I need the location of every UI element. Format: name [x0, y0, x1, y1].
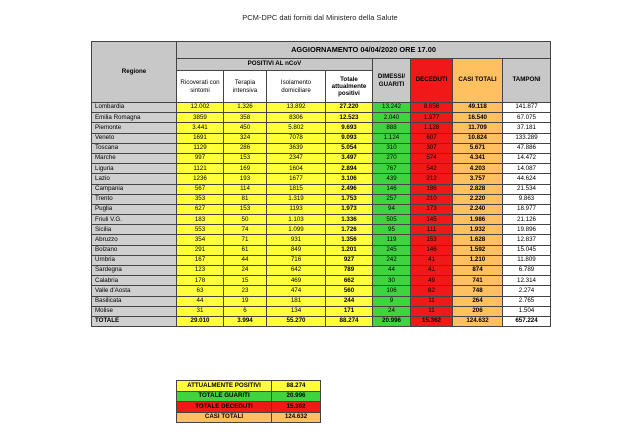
cell-casi: 16.540	[453, 113, 503, 123]
cell-casi: 1.986	[453, 215, 503, 225]
total-cell-terapia: 3.994	[224, 316, 267, 326]
cell-dimessi: 30	[373, 276, 411, 286]
cell-tamponi: 37.181	[503, 123, 551, 133]
cell-isolamento: 469	[267, 276, 326, 286]
cell-regione: Lazio	[92, 174, 177, 184]
cell-deceduti: 542	[411, 164, 453, 174]
cell-isolamento: 931	[267, 235, 326, 245]
cell-regione: Friuli V.G.	[92, 215, 177, 225]
cell-ricoverati: 1691	[177, 133, 224, 143]
table-row	[92, 266, 551, 276]
cell-casi: 4.203	[453, 164, 503, 174]
cell-terapia: 169	[224, 164, 267, 174]
cell-regione: Campania	[92, 184, 177, 194]
cell-regione: Calabria	[92, 276, 177, 286]
cell-terapia: 71	[224, 235, 267, 245]
cell-tamponi: 133.289	[503, 133, 551, 143]
cell-totale: 1.201	[326, 245, 373, 255]
cell-dimessi: 9	[373, 296, 411, 306]
cell-ricoverati: 627	[177, 204, 224, 214]
cell-regione: Veneto	[92, 133, 177, 143]
header-dimessi: DIMESSI/ GUARITI	[373, 59, 411, 103]
cell-dimessi: 257	[373, 194, 411, 204]
cell-terapia: 15	[224, 276, 267, 286]
cell-deceduti: 607	[411, 133, 453, 143]
cell-deceduti: 111	[411, 225, 453, 235]
cell-totale: 2.894	[326, 164, 373, 174]
cell-isolamento: 1.103	[267, 215, 326, 225]
header-isolamento: Isolamento domiciliare	[267, 71, 326, 103]
table-row	[92, 296, 551, 306]
table-row	[92, 235, 551, 245]
cell-dimessi: 119	[373, 235, 411, 245]
cell-dimessi: 505	[373, 215, 411, 225]
cell-regione: Marche	[92, 153, 177, 163]
cell-ricoverati: 354	[177, 235, 224, 245]
cell-terapia: 358	[224, 113, 267, 123]
cell-deceduti: 186	[411, 184, 453, 194]
cell-isolamento: 474	[267, 286, 326, 296]
cell-tamponi: 44.624	[503, 174, 551, 184]
cell-tamponi: 6.789	[503, 266, 551, 276]
cell-dimessi: 106	[373, 286, 411, 296]
cell-terapia: 6	[224, 306, 267, 316]
cell-ricoverati: 44	[177, 296, 224, 306]
covid-data-table	[91, 41, 551, 327]
cell-tamponi: 141.877	[503, 103, 551, 113]
cell-tamponi: 18.977	[503, 204, 551, 214]
cell-tamponi: 15.045	[503, 245, 551, 255]
cell-regione: Molise	[92, 306, 177, 316]
total-cell-ricoverati: 29.010	[177, 316, 224, 326]
cell-casi: 2.220	[453, 194, 503, 204]
cell-regione: Trento	[92, 194, 177, 204]
cell-terapia: 1.326	[224, 103, 267, 113]
cell-tamponi: 47.886	[503, 143, 551, 153]
cell-dimessi: 270	[373, 153, 411, 163]
cell-dimessi: 95	[373, 225, 411, 235]
cell-isolamento: 181	[267, 296, 326, 306]
cell-totale: 2.496	[326, 184, 373, 194]
cell-isolamento: 642	[267, 266, 326, 276]
cell-terapia: 450	[224, 123, 267, 133]
cell-regione: Lombardia	[92, 103, 177, 113]
cell-regione: Bolzano	[92, 245, 177, 255]
cell-dimessi: 94	[373, 204, 411, 214]
table-row	[92, 306, 551, 316]
cell-regione: Valle d'Aosta	[92, 286, 177, 296]
cell-totale: 662	[326, 276, 373, 286]
summary-value: 124.632	[272, 412, 321, 423]
cell-terapia: 81	[224, 194, 267, 204]
summary-value: 15.362	[272, 402, 321, 413]
cell-terapia: 24	[224, 266, 267, 276]
table-row	[92, 204, 551, 214]
cell-regione: Puglia	[92, 204, 177, 214]
table-row	[92, 123, 551, 133]
cell-tamponi: 9.863	[503, 194, 551, 204]
cell-casi: 1.628	[453, 235, 503, 245]
cell-casi: 11.709	[453, 123, 503, 133]
cell-regione: Umbria	[92, 255, 177, 265]
cell-casi: 1.592	[453, 245, 503, 255]
cell-isolamento: 716	[267, 255, 326, 265]
cell-isolamento: 7078	[267, 133, 326, 143]
cell-ricoverati: 291	[177, 245, 224, 255]
cell-terapia: 44	[224, 255, 267, 265]
cell-terapia: 61	[224, 245, 267, 255]
cell-dimessi: 44	[373, 266, 411, 276]
cell-tamponi: 11.809	[503, 255, 551, 265]
cell-totale: 3.497	[326, 153, 373, 163]
cell-deceduti: 210	[411, 194, 453, 204]
summary-label: ATTUALMENTE POSITIVI	[177, 381, 272, 392]
header-ricoverati: Ricoverati con sintomi	[177, 71, 224, 103]
table-row	[92, 103, 551, 113]
cell-tamponi: 2.765	[503, 296, 551, 306]
cell-dimessi: 242	[373, 255, 411, 265]
cell-totale: 3.106	[326, 174, 373, 184]
header-tamponi: TAMPONI	[503, 59, 551, 103]
cell-totale: 12.523	[326, 113, 373, 123]
cell-casi: 748	[453, 286, 503, 296]
summary-row	[177, 402, 321, 413]
cell-tamponi: 19.896	[503, 225, 551, 235]
cell-totale: 560	[326, 286, 373, 296]
cell-terapia: 286	[224, 143, 267, 153]
cell-terapia: 114	[224, 184, 267, 194]
cell-terapia: 74	[224, 225, 267, 235]
cell-casi: 2.240	[453, 204, 503, 214]
cell-isolamento: 1677	[267, 174, 326, 184]
table-row-totale	[92, 316, 551, 326]
header-totale-positivi: Totale attualmente positivi	[326, 71, 373, 103]
cell-dimessi: 13.242	[373, 103, 411, 113]
cell-ricoverati: 567	[177, 184, 224, 194]
header-terapia: Terapia intensiva	[224, 71, 267, 103]
summary-row	[177, 381, 321, 392]
cell-ricoverati: 1129	[177, 143, 224, 153]
table-row	[92, 215, 551, 225]
cell-tamponi: 14.472	[503, 153, 551, 163]
cell-dimessi: 767	[373, 164, 411, 174]
cell-deceduti: 1.977	[411, 113, 453, 123]
table-row	[92, 194, 551, 204]
cell-totale: 789	[326, 266, 373, 276]
total-cell-isolamento: 55.270	[267, 316, 326, 326]
cell-totale: 171	[326, 306, 373, 316]
table-row	[92, 184, 551, 194]
cell-dimessi: 24	[373, 306, 411, 316]
cell-tamponi: 67.075	[503, 113, 551, 123]
table-row	[92, 245, 551, 255]
cell-deceduti: 307	[411, 143, 453, 153]
cell-isolamento: 2347	[267, 153, 326, 163]
cell-dimessi: 310	[373, 143, 411, 153]
cell-deceduti: 173	[411, 204, 453, 214]
cell-totale: 244	[326, 296, 373, 306]
cell-deceduti: 8.656	[411, 103, 453, 113]
cell-ricoverati: 353	[177, 194, 224, 204]
cell-ricoverati: 12.002	[177, 103, 224, 113]
cell-casi: 206	[453, 306, 503, 316]
cell-regione: Sicilia	[92, 225, 177, 235]
summary-label: TOTALE DECEDUTI	[177, 402, 272, 413]
cell-tamponi: 21.126	[503, 215, 551, 225]
table-row	[92, 255, 551, 265]
table-row	[92, 286, 551, 296]
cell-deceduti: 41	[411, 255, 453, 265]
summary-row	[177, 412, 321, 423]
total-cell-totale: 88.274	[326, 316, 373, 326]
cell-dimessi: 2.040	[373, 113, 411, 123]
cell-totale: 1.356	[326, 235, 373, 245]
table-row	[92, 143, 551, 153]
cell-ricoverati: 997	[177, 153, 224, 163]
cell-casi: 10.824	[453, 133, 503, 143]
cell-deceduti: 146	[411, 245, 453, 255]
cell-terapia: 153	[224, 153, 267, 163]
cell-ricoverati: 553	[177, 225, 224, 235]
cell-casi: 264	[453, 296, 503, 306]
cell-totale: 1.726	[326, 225, 373, 235]
cell-deceduti: 212	[411, 174, 453, 184]
cell-tamponi: 2.274	[503, 286, 551, 296]
cell-isolamento: 1.319	[267, 194, 326, 204]
cell-isolamento: 3639	[267, 143, 326, 153]
table-row	[92, 174, 551, 184]
cell-totale: 1.973	[326, 204, 373, 214]
table-row	[92, 133, 551, 143]
cell-tamponi: 12.837	[503, 235, 551, 245]
cell-terapia: 193	[224, 174, 267, 184]
table-row	[92, 153, 551, 163]
page-title: PCM-DPC dati forniti dal Ministero della Salute	[242, 13, 398, 22]
cell-casi: 1.932	[453, 225, 503, 235]
cell-casi: 49.118	[453, 103, 503, 113]
cell-ricoverati: 63	[177, 286, 224, 296]
cell-isolamento: 1815	[267, 184, 326, 194]
total-cell-deceduti: 15.362	[411, 316, 453, 326]
cell-ricoverati: 31	[177, 306, 224, 316]
cell-tamponi: 14.087	[503, 164, 551, 174]
cell-deceduti: 41	[411, 266, 453, 276]
cell-deceduti: 574	[411, 153, 453, 163]
cell-ricoverati: 1121	[177, 164, 224, 174]
total-cell-dimessi: 20.996	[373, 316, 411, 326]
cell-totale: 9.093	[326, 133, 373, 143]
cell-regione: Liguria	[92, 164, 177, 174]
cell-isolamento: 1604	[267, 164, 326, 174]
header-regione: Regione	[92, 42, 177, 103]
cell-regione: Toscana	[92, 143, 177, 153]
cell-totale: 1.753	[326, 194, 373, 204]
cell-dimessi: 146	[373, 184, 411, 194]
cell-casi: 4.341	[453, 153, 503, 163]
cell-terapia: 153	[224, 204, 267, 214]
total-cell-tamponi: 657.224	[503, 316, 551, 326]
summary-row	[177, 391, 321, 402]
total-cell-regione: TOTALE	[92, 316, 177, 326]
cell-deceduti: 82	[411, 286, 453, 296]
cell-casi: 741	[453, 276, 503, 286]
summary-label: CASI TOTALI	[177, 412, 272, 423]
cell-casi: 2.828	[453, 184, 503, 194]
summary-value: 88.274	[272, 381, 321, 392]
cell-tamponi: 21.534	[503, 184, 551, 194]
table-row	[92, 276, 551, 286]
cell-isolamento: 134	[267, 306, 326, 316]
table-body	[92, 103, 551, 327]
cell-totale: 1.336	[326, 215, 373, 225]
cell-casi: 1.210	[453, 255, 503, 265]
table-row	[92, 113, 551, 123]
cell-isolamento: 13.892	[267, 103, 326, 113]
cell-ricoverati: 178	[177, 276, 224, 286]
cell-isolamento: 8306	[267, 113, 326, 123]
cell-dimessi: 245	[373, 245, 411, 255]
cell-casi: 3.757	[453, 174, 503, 184]
cell-regione: Emilia Romagna	[92, 113, 177, 123]
header-deceduti: DECEDUTI	[411, 59, 453, 103]
summary-label: TOTALE GUARITI	[177, 391, 272, 402]
header-positivi-group: POSITIVI AL nCoV	[177, 59, 373, 71]
cell-ricoverati: 167	[177, 255, 224, 265]
cell-tamponi: 12.314	[503, 276, 551, 286]
cell-casi: 5.671	[453, 143, 503, 153]
cell-terapia: 19	[224, 296, 267, 306]
cell-isolamento: 1193	[267, 204, 326, 214]
cell-terapia: 50	[224, 215, 267, 225]
cell-terapia: 324	[224, 133, 267, 143]
cell-deceduti: 1.128	[411, 123, 453, 133]
cell-deceduti: 145	[411, 215, 453, 225]
cell-regione: Basilicata	[92, 296, 177, 306]
cell-isolamento: 1.099	[267, 225, 326, 235]
summary-value: 20.996	[272, 391, 321, 402]
table-row	[92, 225, 551, 235]
cell-totale: 9.693	[326, 123, 373, 133]
cell-dimessi: 1.124	[373, 133, 411, 143]
cell-regione: Sardegna	[92, 266, 177, 276]
cell-isolamento: 5.802	[267, 123, 326, 133]
cell-totale: 927	[326, 255, 373, 265]
cell-ricoverati: 3.441	[177, 123, 224, 133]
summary-table	[176, 380, 321, 423]
table-row	[92, 164, 551, 174]
cell-ricoverati: 3859	[177, 113, 224, 123]
cell-tamponi: 1.504	[503, 306, 551, 316]
cell-ricoverati: 183	[177, 215, 224, 225]
cell-deceduti: 11	[411, 306, 453, 316]
cell-deceduti: 153	[411, 235, 453, 245]
total-cell-casi: 124.632	[453, 316, 503, 326]
cell-dimessi: 888	[373, 123, 411, 133]
cell-deceduti: 11	[411, 296, 453, 306]
cell-terapia: 23	[224, 286, 267, 296]
cell-deceduti: 49	[411, 276, 453, 286]
cell-isolamento: 849	[267, 245, 326, 255]
cell-regione: Abruzzo	[92, 235, 177, 245]
header-aggiornamento: AGGIORNAMENTO 04/04/2020 ORE 17.00	[177, 42, 551, 59]
cell-regione: Piemonte	[92, 123, 177, 133]
cell-dimessi: 439	[373, 174, 411, 184]
cell-casi: 874	[453, 266, 503, 276]
header-casi-totali: CASI TOTALI	[453, 59, 503, 103]
cell-totale: 5.054	[326, 143, 373, 153]
cell-ricoverati: 1236	[177, 174, 224, 184]
cell-ricoverati: 123	[177, 266, 224, 276]
cell-totale: 27.220	[326, 103, 373, 113]
